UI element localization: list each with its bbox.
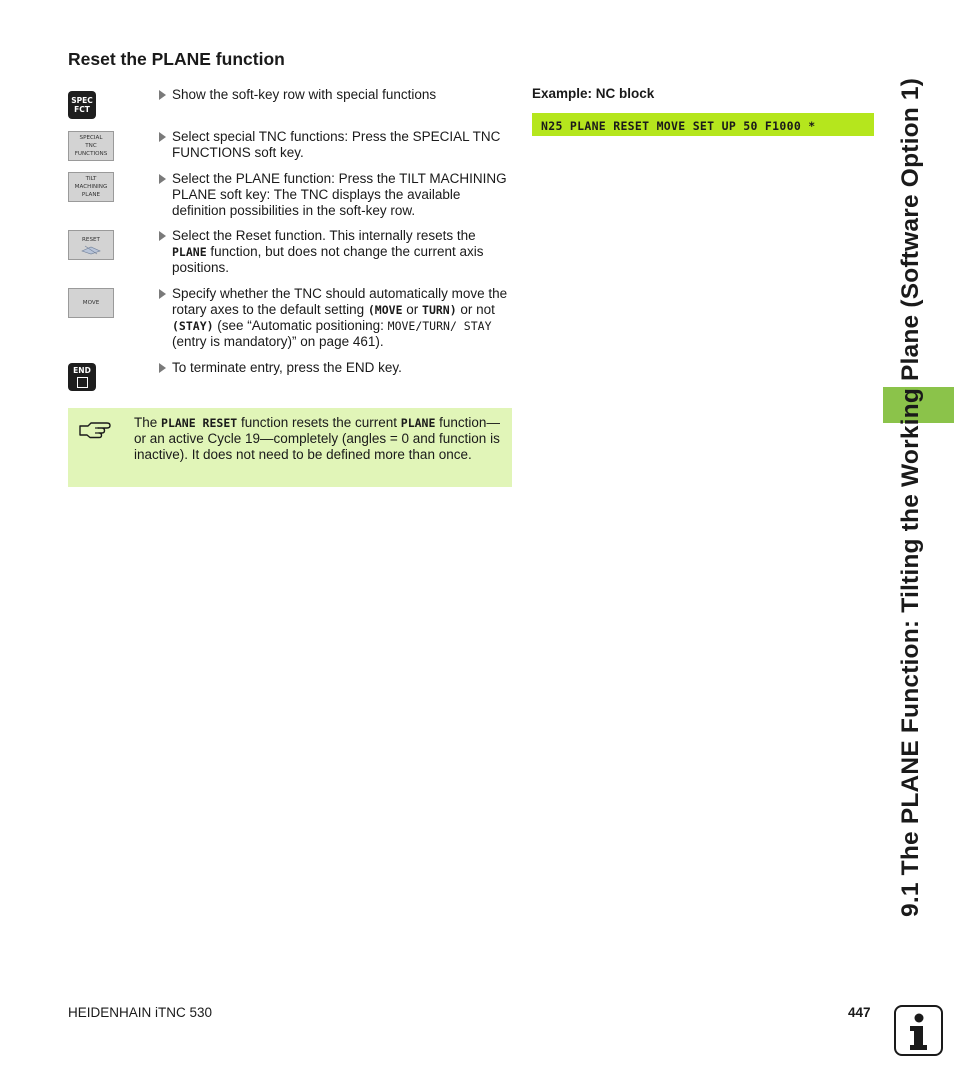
step-select-reset bbox=[159, 228, 511, 276]
text-run: The bbox=[134, 415, 162, 430]
reset-plane-icon bbox=[79, 245, 103, 255]
chapter-side-title: 9.1 The PLANE Function: Tilting the Working Plane (Software Option 1) bbox=[897, 77, 924, 917]
section-title: Reset the PLANE function bbox=[68, 49, 285, 69]
example-label: Example: NC block bbox=[532, 86, 655, 101]
key-label: FUNCTIONS bbox=[74, 151, 108, 157]
code-keyword: PLANE bbox=[172, 245, 207, 259]
move-softkey[interactable] bbox=[68, 288, 114, 318]
step-show-special-functions bbox=[159, 87, 511, 103]
arrow-right-icon bbox=[159, 90, 166, 100]
step-text: Select the PLANE function: Press the TILT MACHINING PLANE soft key: The TNC displays the available definition possibilities in the soft-key row. bbox=[172, 171, 507, 218]
text-run: function, but does not change the current axis positions. bbox=[172, 244, 484, 275]
arrow-right-icon bbox=[159, 289, 166, 299]
tilt-machining-plane-softkey[interactable] bbox=[68, 172, 114, 202]
arrow-right-icon bbox=[159, 174, 166, 184]
end-key[interactable] bbox=[68, 363, 96, 391]
nc-block-code: N25 PLANE RESET MOVE SET UP 50 F1000 * bbox=[541, 119, 816, 133]
step-text: To terminate entry, press the END key. bbox=[172, 360, 402, 375]
key-label: SPEC bbox=[71, 96, 93, 105]
pointing-hand-icon bbox=[78, 418, 112, 442]
key-label: TILT bbox=[85, 176, 97, 182]
step-select-plane-function bbox=[159, 171, 511, 219]
reset-softkey[interactable] bbox=[68, 230, 114, 260]
code-keyword: TURN) bbox=[422, 303, 457, 317]
special-tnc-functions-softkey[interactable] bbox=[68, 131, 114, 161]
example-code-block bbox=[532, 113, 874, 136]
key-label: END bbox=[73, 366, 91, 375]
step-text bbox=[172, 228, 511, 276]
code-keyword: PLANE RESET bbox=[161, 416, 238, 430]
text-run: function—or an active Cycle 19—completely (angles = 0 and function is inactive). It does not need to be defined more than once. bbox=[134, 415, 500, 462]
key-label: TNC bbox=[85, 143, 97, 149]
note-box bbox=[68, 408, 512, 487]
key-label: SPECIAL bbox=[79, 135, 103, 141]
key-label: MACHINING bbox=[74, 184, 108, 190]
key-label: PLANE bbox=[81, 192, 101, 198]
text-run: (see “Automatic positioning: bbox=[213, 318, 388, 333]
step-text: Select special TNC functions: Press the SPECIAL TNC FUNCTIONS soft key. bbox=[172, 129, 501, 160]
text-run: Specify whether the TNC should automatically move the rotary axes to the default setting bbox=[172, 286, 508, 317]
arrow-right-icon bbox=[159, 231, 166, 241]
step-specify-move bbox=[159, 286, 511, 350]
footer-product-name: HEIDENHAIN iTNC 530 bbox=[68, 1005, 213, 1020]
end-square-icon bbox=[77, 377, 88, 388]
key-label: MOVE bbox=[82, 300, 100, 306]
code-keyword: (MOVE bbox=[367, 303, 403, 317]
step-text bbox=[172, 286, 511, 350]
code-keyword: (STAY) bbox=[172, 319, 214, 333]
page-number: 447 bbox=[848, 1005, 871, 1020]
text-run: Select the Reset function. This internally resets the bbox=[172, 228, 476, 243]
text-run: or not bbox=[456, 302, 495, 317]
key-label: FCT bbox=[74, 105, 90, 114]
text-run: (entry is mandatory)” on page 461). bbox=[172, 334, 384, 349]
text-run: function resets the current bbox=[237, 415, 401, 430]
step-select-special-tnc bbox=[159, 129, 511, 161]
step-text: Show the soft-key row with special functions bbox=[172, 87, 437, 102]
arrow-right-icon bbox=[159, 132, 166, 142]
key-label: RESET bbox=[82, 236, 100, 243]
text-run: or bbox=[402, 302, 423, 317]
code-keyword: PLANE bbox=[400, 416, 436, 430]
spec-fct-key[interactable] bbox=[68, 91, 96, 119]
step-terminate-entry bbox=[159, 360, 511, 376]
code-keyword: MOVE/TURN/ STAY bbox=[387, 319, 492, 333]
arrow-right-icon bbox=[159, 363, 166, 373]
note-text bbox=[134, 415, 504, 463]
info-icon bbox=[894, 1005, 943, 1056]
